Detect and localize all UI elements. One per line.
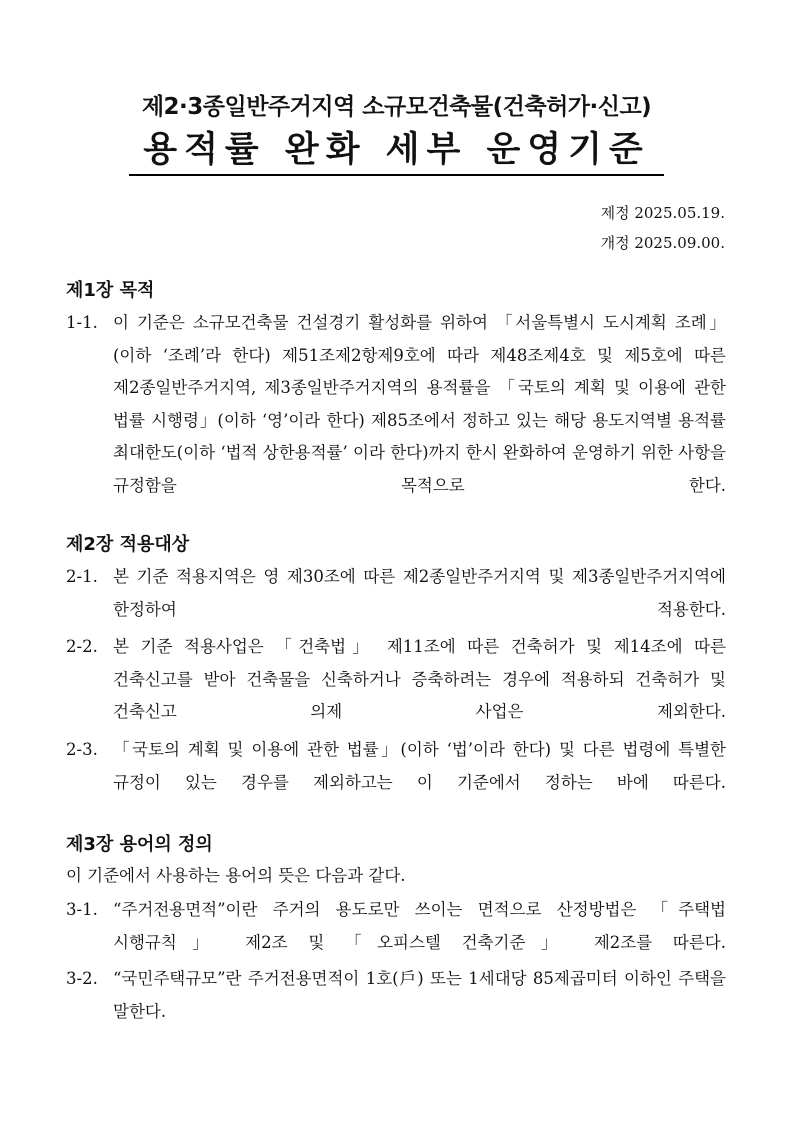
document-title: 제2·3종일반주거지역 소규모건축물(건축허가·신고) xyxy=(141,94,652,120)
chapter-heading: 제3장 용어의 정의 xyxy=(66,834,213,855)
article-number: 3-1. xyxy=(66,900,98,919)
chapter-heading: 제2장 적용대상 xyxy=(66,534,190,555)
article-text: 본 기준 적용사업은 「건축법」 제11조에 따른 건축허가 및 제14조에 따른 건축신고를 받아 건축물을 신축하거나 증축하려는 경우에 적용하되 건축허가 및 건축신고 의제 사업은 제외한다. xyxy=(113,637,726,721)
article-2-1 xyxy=(66,561,726,626)
article-number: 3-2. xyxy=(66,969,98,988)
title-block xyxy=(0,92,793,176)
chapter-intro: 이 기준에서 사용하는 용어의 뜻은 다음과 같다. xyxy=(66,866,406,885)
article-number: 2-3. xyxy=(66,740,98,759)
article-number: 1-1. xyxy=(66,313,98,332)
article-text: 본 기준 적용지역은 영 제30조에 따른 제2종일반주거지역 및 제3종일반주거지역에 한정하여 적용한다. xyxy=(113,567,726,619)
article-2-2 xyxy=(66,631,726,729)
article-1-1 xyxy=(66,307,726,502)
article-3-1 xyxy=(66,894,726,959)
article-text: 이 기준은 소규모건축물 건설경기 활성화를 위하여 「서울특별시 도시계획 조례」(이하 ‘조례’라 한다) 제51조제2항제9호에 따라 제48조제4호 및 제5호에 따른 제2종일반주거지역, 제3종일반주거지역의 용적률을 「국토의 계획 및 이용에 관한 법률 시행령」(이하 ‘영’이라 한다) 제85조에서 정하고 있는 해당 용도지역별 용적률 최대한도(이하 ‘법적 상한용적률’ 이라 한다)까지 한시 완화하여 운영하기 위한 사항을 규정함을 목적으로 한다. xyxy=(113,313,726,495)
revision-dates xyxy=(601,198,725,258)
enacted-date: 제정 2025.05.19. xyxy=(600,204,725,222)
article-number: 2-1. xyxy=(66,567,98,586)
article-3-2 xyxy=(66,963,726,1028)
article-2-3 xyxy=(66,734,726,799)
article-text: 「국토의 계획 및 이용에 관한 법률」(이하 ‘법’이라 한다) 및 다른 법령에 특별한 규정이 있는 경우를 제외하고는 이 기준에서 정하는 바에 따른다. xyxy=(113,740,726,792)
revised-date: 개정 2025.09.00. xyxy=(600,234,725,252)
document-subtitle: 용적률 완화 세부 운영기준 xyxy=(129,128,663,176)
article-text: “국민주택규모”란 주거전용면적이 1호(戶) 또는 1세대당 85제곱미터 이하인 주택을 말한다. xyxy=(113,969,726,1021)
article-text: “주거전용면적”이란 주거의 용도로만 쓰이는 면적으로 산정방법은 「주택법 시행규칙」 제2조 및 「오피스텔 건축기준」 제2조를 따른다. xyxy=(113,900,726,952)
article-number: 2-2. xyxy=(66,637,98,656)
chapter-heading: 제1장 목적 xyxy=(66,280,155,301)
